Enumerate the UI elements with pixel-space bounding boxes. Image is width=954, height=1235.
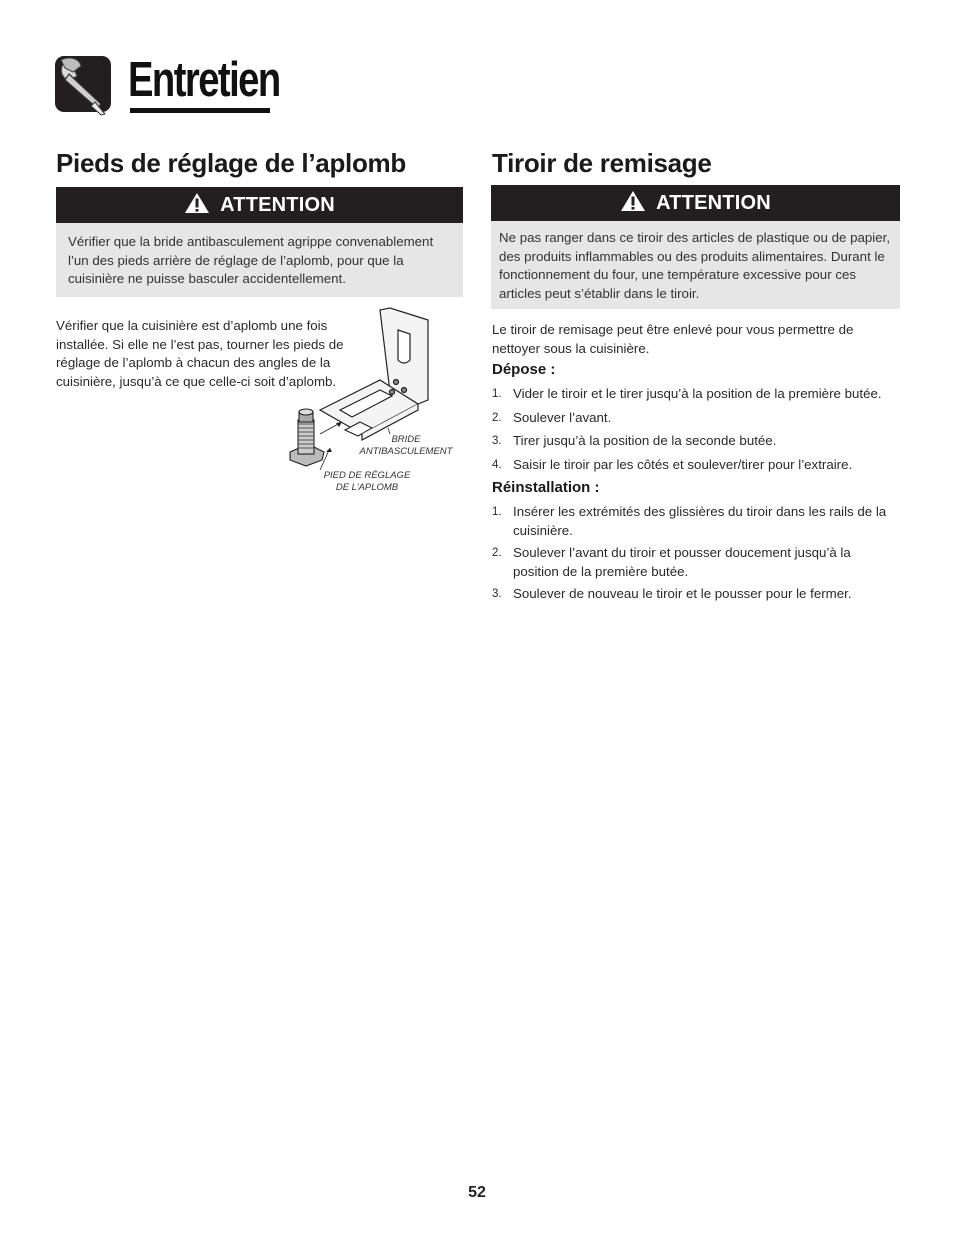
attention-text: Vérifier que la bride antibasculement agrippe convenablement l’un des pieds arrière de réglage de l’aplomb, pour que la cuisinière ne puisse basculer accidentellement.: [56, 223, 463, 297]
step-number: 2.: [492, 547, 502, 559]
step-number: 1.: [492, 506, 502, 518]
title-underline: [130, 108, 270, 113]
attention-box-leveling: [56, 187, 463, 297]
attention-label: ATTENTION: [656, 191, 771, 214]
attention-bar: [56, 187, 463, 223]
attention-box-drawer: [491, 185, 900, 309]
list-item: [492, 456, 892, 475]
warning-icon: [184, 192, 210, 219]
list-item: [492, 503, 892, 540]
step-text: Soulever l’avant.: [513, 409, 612, 425]
leveling-paragraph: Vérifier que la cuisinière est d’aplomb une fois installée. Si elle ne l’est pas, tourner les pieds de réglage de l’aplomb à chacun des angles de la cuisinière, jusqu’à ce que celle-ci soit d’aplomb.: [56, 318, 344, 389]
reinstallation-steps: [492, 503, 892, 608]
section-heading-storage-drawer: Tiroir de remisage: [492, 148, 712, 178]
leg-label-line1: PIED DE RÉGLAGE: [323, 470, 411, 481]
list-item: [492, 432, 892, 451]
step-number: 3.: [492, 435, 502, 447]
attention-bar: [491, 185, 900, 221]
step-text: Vider le tiroir et le tirer jusqu’à la position de la première butée.: [513, 386, 882, 401]
step-number: 1.: [492, 388, 502, 400]
reinstallation-heading: Réinstallation :: [492, 479, 600, 496]
step-text: Tirer jusqu’à la position de la seconde butée.: [513, 433, 777, 448]
bracket-label-line2: ANTIBASCULEMENT: [359, 445, 453, 457]
step-text: Saisir le tiroir par les côtés et soulever/tirer pour l’extraire.: [513, 456, 853, 472]
list-item: [492, 544, 892, 581]
list-item: [492, 409, 892, 428]
drawer-intro: Le tiroir de remisage peut être enlevé pour vous permettre de nettoyer sous la cuisinière.: [492, 322, 854, 356]
leveling-leg-label: [312, 470, 422, 493]
warning-icon: [620, 190, 646, 217]
list-item: [492, 385, 892, 404]
step-text: Soulever l’avant du tiroir et pousser doucement jusqu’à la position de la première butée.: [513, 545, 851, 579]
step-number: 3.: [492, 588, 502, 600]
removal-steps: [492, 385, 892, 479]
bracket-label-line1: BRIDE: [391, 434, 421, 445]
attention-label: ATTENTION: [220, 193, 335, 216]
screwdriver-icon: [55, 54, 113, 116]
page-title: Entretien: [128, 53, 280, 107]
step-text: Insérer les extrémités des glissières du tiroir dans les rails de la cuisinière.: [513, 504, 887, 538]
step-text: Soulever de nouveau le tiroir et le pousser pour le fermer.: [513, 586, 852, 601]
attention-text: Ne pas ranger dans ce tiroir des articles de plastique ou de papier, des produits inflammables ou des produits alimentaires. Durant le fonctionnement du four, une température excessive pour ces articles peut s’établir dans le tiroir.: [491, 221, 900, 309]
leg-label-line2: DE L’APLOMB: [335, 481, 399, 493]
removal-heading: Dépose :: [492, 361, 556, 378]
list-item: [492, 585, 892, 604]
bracket-label: [350, 434, 462, 457]
step-number: 2.: [492, 411, 502, 424]
page-number: 52: [468, 1184, 486, 1201]
section-heading-leveling-legs: Pieds de réglage de l’aplomb: [56, 148, 406, 178]
step-number: 4.: [492, 458, 502, 471]
